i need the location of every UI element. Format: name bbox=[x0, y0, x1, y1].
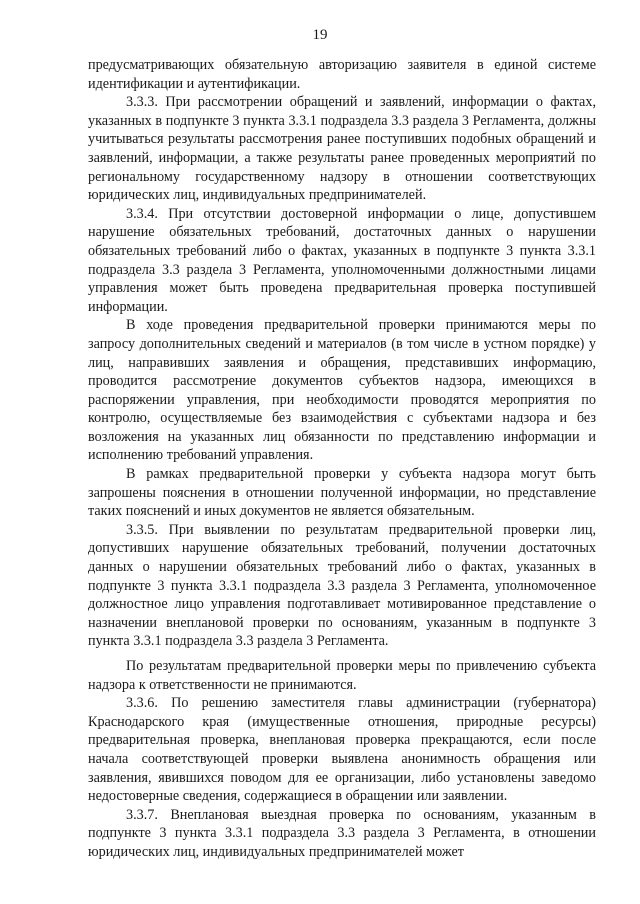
paragraph-explanations-request: В рамках предварительной проверки у субъекта надзора могут быть запрошены пояснения в отношении полученной информации, но представление таких пояснений и иных документов не является обязательным. bbox=[88, 466, 596, 520]
paragraph-3-3-7: 3.3.7. Внеплановая выездная проверка по основаниям, указанным в подпункте 3 пункта 3.3.1 подраздела 3.3 раздела 3 Регламента, в отношении юридических лиц, индивидуальных предпринимателей может bbox=[88, 806, 596, 860]
paragraph-continuation: предусматривающих обязательную авторизацию заявителя в единой системе идентификации и аутентификации. bbox=[88, 57, 596, 92]
page-number: 19 bbox=[312, 27, 328, 43]
paragraph-preliminary-check-measures: В ходе проведения предварительной проверки принимаются меры по запросу дополнительных сведений и материалов (в том числе в устном порядке) у лиц, направивших заявления и обращения, представивших информацию, проводится рассмотрение документов субъектов надзора, имеющихся в распоряжении управления, при необходимости проводятся мероприятия по контролю, осуществляемые без взаимодействия с субъектами надзора и без возложения на указанных лиц обязанности по представлению информации и исполнению требований управления. bbox=[88, 317, 596, 464]
paragraph-3-3-6: 3.3.6. По решению заместителя главы администрации (губернатора) Краснодарского края (имущественные отношения, природные ресурсы) предварительная проверка, внеплановая проверка прекращаются, если после начала соответствующей проверки выявлена анонимность обращения или заявления, явившихся поводом для ее организации, либо установлены заведомо недостоверные сведения, содержащиеся в обращении или заявлении. bbox=[88, 695, 596, 805]
paragraph-3-3-4: 3.3.4. При отсутствии достоверной информации о лице, допустившем нарушение обязательных требований, достаточных данных о нарушении обязательных требований либо о фактах, указанных в подпункте 3 пункта 3.3.1 подраздела 3.3 раздела 3 Регламента, уполномоченными должностными лицами управления может быть проведена предварительная проверка поступившей информации. bbox=[88, 205, 596, 315]
paragraph-3-3-3: 3.3.3. При рассмотрении обращений и заявлений, информации о фактах, указанных в подпункте 3 пункта 3.3.1 подраздела 3.3 раздела 3 Регламента, должны учитываться результаты рассмотрения ранее поступивших подобных обращений и заявлений, информации, а также результаты ранее проведенных мероприятий по региональному государственному надзору в отношении соответствующих юридических лиц, индивидуальных предпринимателей. bbox=[88, 94, 596, 204]
paragraph-3-3-5: 3.3.5. При выявлении по результатам предварительной проверки лиц, допустивших нарушение обязательных требований, получении достаточных данных о нарушении обязательных требований либо о фактах, указанных в подпункте 3 пункта 3.3.1 подраздела 3.3 раздела 3 Регламента, уполномоченное должностное лицо управления подготавливает мотивированное представление о назначении внеплановой проверки по основаниям, указанным в подпункте 3 пункта 3.3.1 подраздела 3.3 раздела 3 Регламента. bbox=[88, 521, 596, 650]
document-body bbox=[88, 56, 596, 862]
paragraph-no-liability: По результатам предварительной проверки меры по привлечению субъекта надзора к ответственности не принимаются. bbox=[88, 658, 596, 693]
